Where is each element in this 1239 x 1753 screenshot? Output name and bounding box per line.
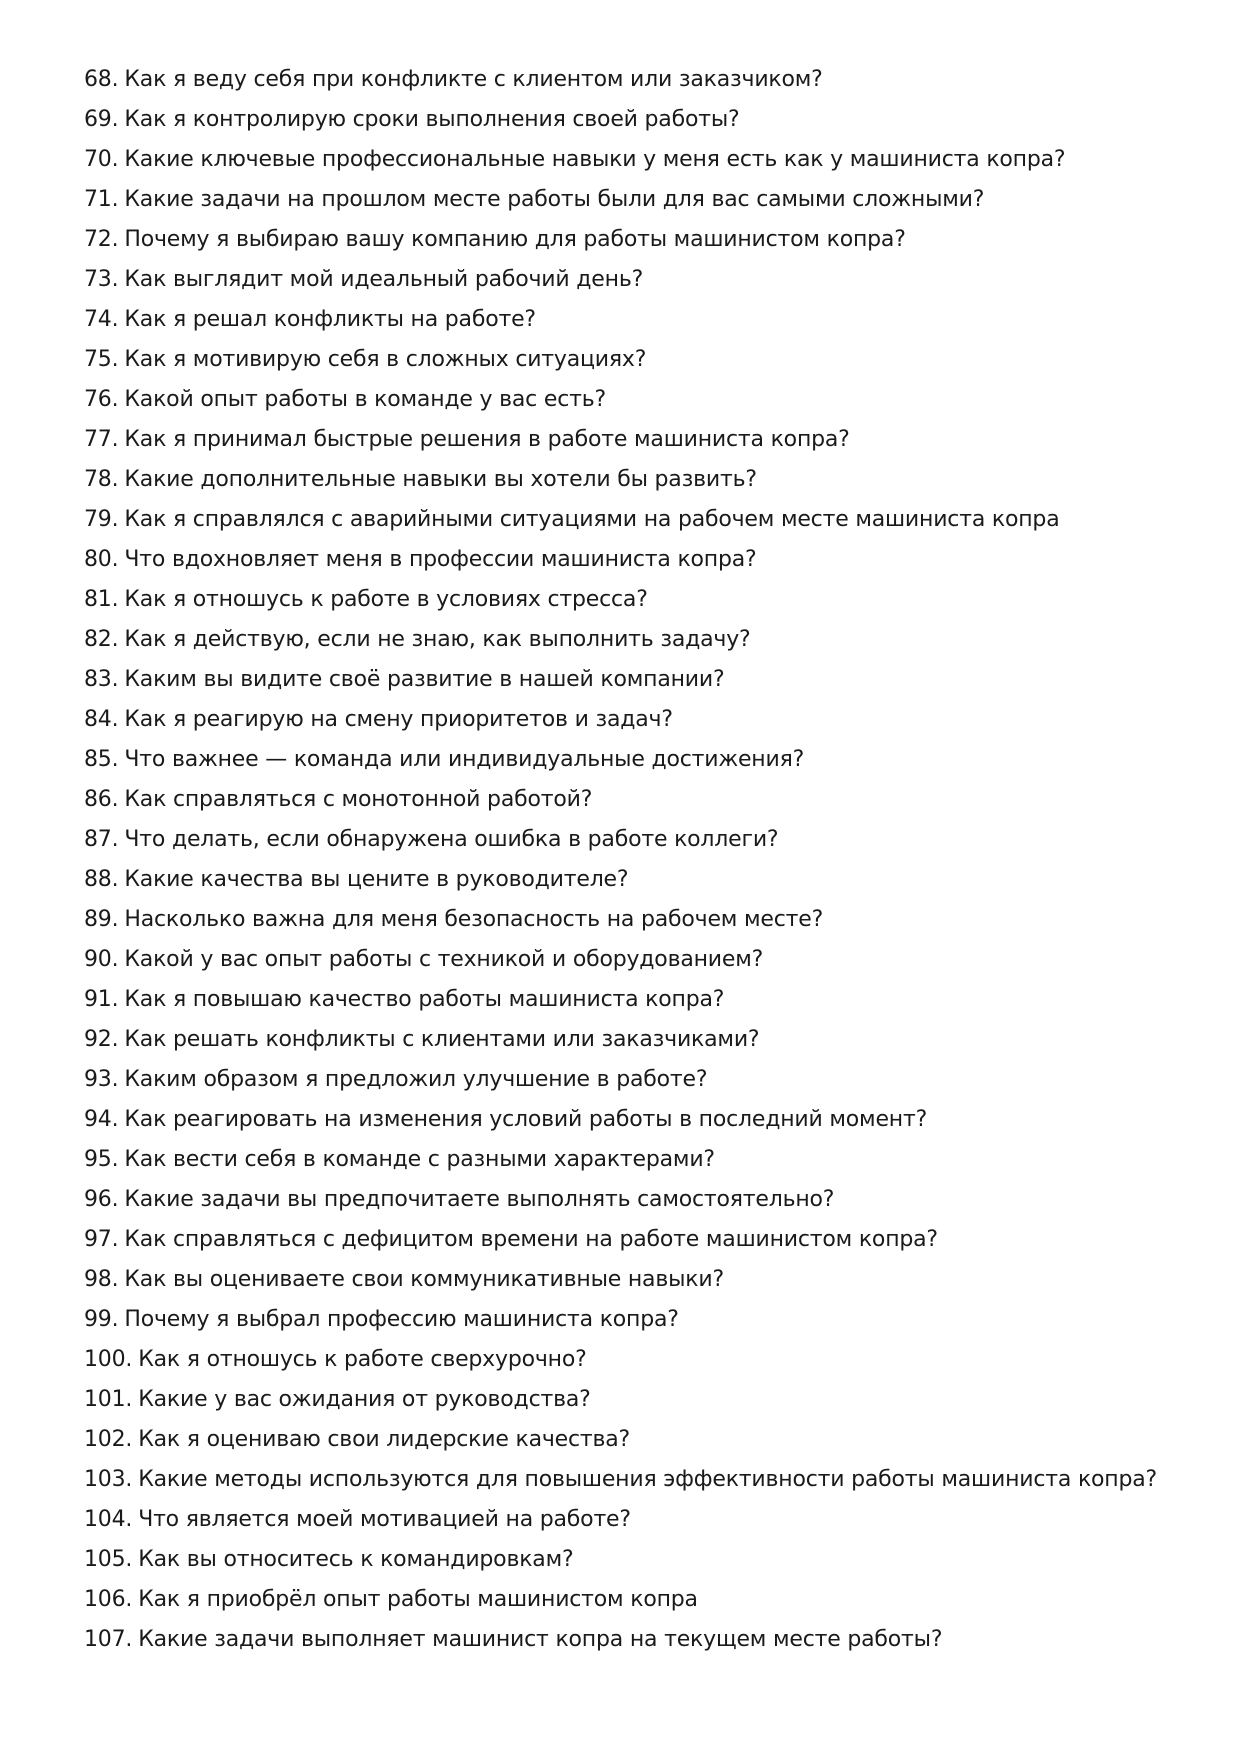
- question-number: 87.: [84, 827, 119, 852]
- question-text: Как я мотивирую себя в сложных ситуациях?: [124, 347, 647, 372]
- list-item: [84, 1380, 1199, 1420]
- list-item: [84, 660, 1199, 700]
- list-item: [84, 60, 1199, 100]
- question-text: Что делать, если обнаружена ошибка в работе коллеги?: [124, 827, 779, 852]
- list-item: [84, 220, 1199, 260]
- question-text: Каким образом я предложил улучшение в работе?: [124, 1067, 708, 1092]
- list-item: [84, 860, 1199, 900]
- question-text: Как я принимал быстрые решения в работе машиниста копра?: [124, 427, 850, 452]
- list-item: [84, 1420, 1199, 1460]
- list-item: [84, 940, 1199, 980]
- question-number: 89.: [84, 907, 119, 932]
- question-number: 70.: [84, 147, 119, 172]
- question-number: 107.: [84, 1627, 133, 1652]
- question-text: Что важнее — команда или индивидуальные достижения?: [124, 747, 805, 772]
- question-number: 80.: [84, 547, 119, 572]
- question-number: 83.: [84, 667, 119, 692]
- question-text: Как я решал конфликты на работе?: [124, 307, 536, 332]
- list-item: [84, 300, 1199, 340]
- question-number: 103.: [84, 1467, 133, 1492]
- question-number: 90.: [84, 947, 119, 972]
- question-number: 95.: [84, 1147, 119, 1172]
- list-item: [84, 620, 1199, 660]
- question-number: 92.: [84, 1027, 119, 1052]
- list-item: [84, 140, 1199, 180]
- question-number: 75.: [84, 347, 119, 372]
- list-item: [84, 580, 1199, 620]
- list-item: [84, 100, 1199, 140]
- question-text: Каким вы видите своё развитие в нашей компании?: [124, 667, 725, 692]
- question-text: Какие задачи вы предпочитаете выполнять самостоятельно?: [124, 1187, 835, 1212]
- question-number: 100.: [84, 1347, 133, 1372]
- question-number: 101.: [84, 1387, 133, 1412]
- question-text: Что является моей мотивацией на работе?: [138, 1507, 631, 1532]
- list-item: [84, 1460, 1199, 1500]
- question-number: 97.: [84, 1227, 119, 1252]
- list-item: [84, 260, 1199, 300]
- question-text: Какие задачи на прошлом месте работы были для вас самыми сложными?: [124, 187, 985, 212]
- question-text: Как справляться с монотонной работой?: [124, 787, 593, 812]
- question-text: Как решать конфликты с клиентами или заказчиками?: [124, 1027, 760, 1052]
- list-item: [84, 540, 1199, 580]
- list-item: [84, 1180, 1199, 1220]
- question-number: 72.: [84, 227, 119, 252]
- question-text: Как я веду себя при конфликте с клиентом или заказчиком?: [124, 67, 823, 92]
- question-text: Как вы относитесь к командировкам?: [138, 1547, 574, 1572]
- question-text: Как я реагирую на смену приоритетов и задач?: [124, 707, 673, 732]
- question-number: 93.: [84, 1067, 119, 1092]
- question-number: 82.: [84, 627, 119, 652]
- question-number: 84.: [84, 707, 119, 732]
- list-item: [84, 1020, 1199, 1060]
- question-number: 81.: [84, 587, 119, 612]
- question-text: Как справляться с дефицитом времени на работе машинистом копра?: [124, 1227, 938, 1252]
- question-text: Почему я выбрал профессию машиниста копра?: [124, 1307, 679, 1332]
- question-number: 104.: [84, 1507, 133, 1532]
- question-text: Как вы оцениваете свои коммуникативные навыки?: [124, 1267, 724, 1292]
- question-number: 79.: [84, 507, 119, 532]
- list-item: [84, 420, 1199, 460]
- question-text: Что вдохновляет меня в профессии машиниста копра?: [124, 547, 757, 572]
- list-item: [84, 500, 1199, 540]
- question-text: Какие качества вы цените в руководителе?: [124, 867, 629, 892]
- list-item: [84, 1060, 1199, 1100]
- list-item: [84, 980, 1199, 1020]
- list-item: [84, 1300, 1199, 1340]
- question-number: 94.: [84, 1107, 119, 1132]
- list-item: [84, 1220, 1199, 1260]
- question-text: Какие задачи выполняет машинист копра на текущем месте работы?: [138, 1627, 943, 1652]
- question-text: Какие методы используются для повышения эффективности работы машиниста копра?: [138, 1467, 1158, 1492]
- list-item: [84, 460, 1199, 500]
- question-number: 105.: [84, 1547, 133, 1572]
- list-item: [84, 380, 1199, 420]
- list-item: [84, 340, 1199, 380]
- question-text: Какой у вас опыт работы с техникой и оборудованием?: [124, 947, 764, 972]
- question-number: 78.: [84, 467, 119, 492]
- question-number: 106.: [84, 1587, 133, 1612]
- list-item: [84, 1260, 1199, 1300]
- list-item: [84, 1100, 1199, 1140]
- question-text: Как я контролирую сроки выполнения своей работы?: [124, 107, 740, 132]
- question-number: 76.: [84, 387, 119, 412]
- question-text: Как я отношусь к работе сверхурочно?: [138, 1347, 587, 1372]
- question-number: 69.: [84, 107, 119, 132]
- question-text: Как я приобрёл опыт работы машинистом копра: [138, 1587, 698, 1612]
- question-number: 85.: [84, 747, 119, 772]
- question-number: 88.: [84, 867, 119, 892]
- question-number: 86.: [84, 787, 119, 812]
- question-number: 74.: [84, 307, 119, 332]
- question-list: [84, 60, 1199, 1660]
- question-number: 102.: [84, 1427, 133, 1452]
- document-page: [84, 60, 1199, 1660]
- question-text: Как вести себя в команде с разными характерами?: [124, 1147, 715, 1172]
- question-text: Почему я выбираю вашу компанию для работы машинистом копра?: [124, 227, 906, 252]
- list-item: [84, 900, 1199, 940]
- question-text: Как я действую, если не знаю, как выполнить задачу?: [124, 627, 751, 652]
- question-number: 96.: [84, 1187, 119, 1212]
- question-number: 77.: [84, 427, 119, 452]
- question-text: Как я повышаю качество работы машиниста копра?: [124, 987, 725, 1012]
- question-text: Как я справлялся с аварийными ситуациями на рабочем месте машиниста копра: [124, 507, 1060, 532]
- list-item: [84, 180, 1199, 220]
- question-number: 71.: [84, 187, 119, 212]
- question-text: Как я оцениваю свои лидерские качества?: [138, 1427, 631, 1452]
- question-number: 98.: [84, 1267, 119, 1292]
- list-item: [84, 1340, 1199, 1380]
- question-text: Как выглядит мой идеальный рабочий день?: [124, 267, 644, 292]
- question-text: Насколько важна для меня безопасность на рабочем месте?: [124, 907, 824, 932]
- list-item: [84, 700, 1199, 740]
- question-text: Как я отношусь к работе в условиях стресса?: [124, 587, 648, 612]
- question-text: Какие ключевые профессиональные навыки у меня есть как у машиниста копра?: [124, 147, 1066, 172]
- list-item: [84, 740, 1199, 780]
- list-item: [84, 1540, 1199, 1580]
- question-text: Какие у вас ожидания от руководства?: [138, 1387, 591, 1412]
- question-text: Какой опыт работы в команде у вас есть?: [124, 387, 606, 412]
- question-text: Как реагировать на изменения условий работы в последний момент?: [124, 1107, 928, 1132]
- list-item: [84, 1500, 1199, 1540]
- question-number: 73.: [84, 267, 119, 292]
- list-item: [84, 1140, 1199, 1180]
- list-item: [84, 1620, 1199, 1660]
- list-item: [84, 1580, 1199, 1620]
- list-item: [84, 820, 1199, 860]
- question-text: Какие дополнительные навыки вы хотели бы развить?: [124, 467, 757, 492]
- question-number: 91.: [84, 987, 119, 1012]
- question-number: 99.: [84, 1307, 119, 1332]
- list-item: [84, 780, 1199, 820]
- question-number: 68.: [84, 67, 119, 92]
